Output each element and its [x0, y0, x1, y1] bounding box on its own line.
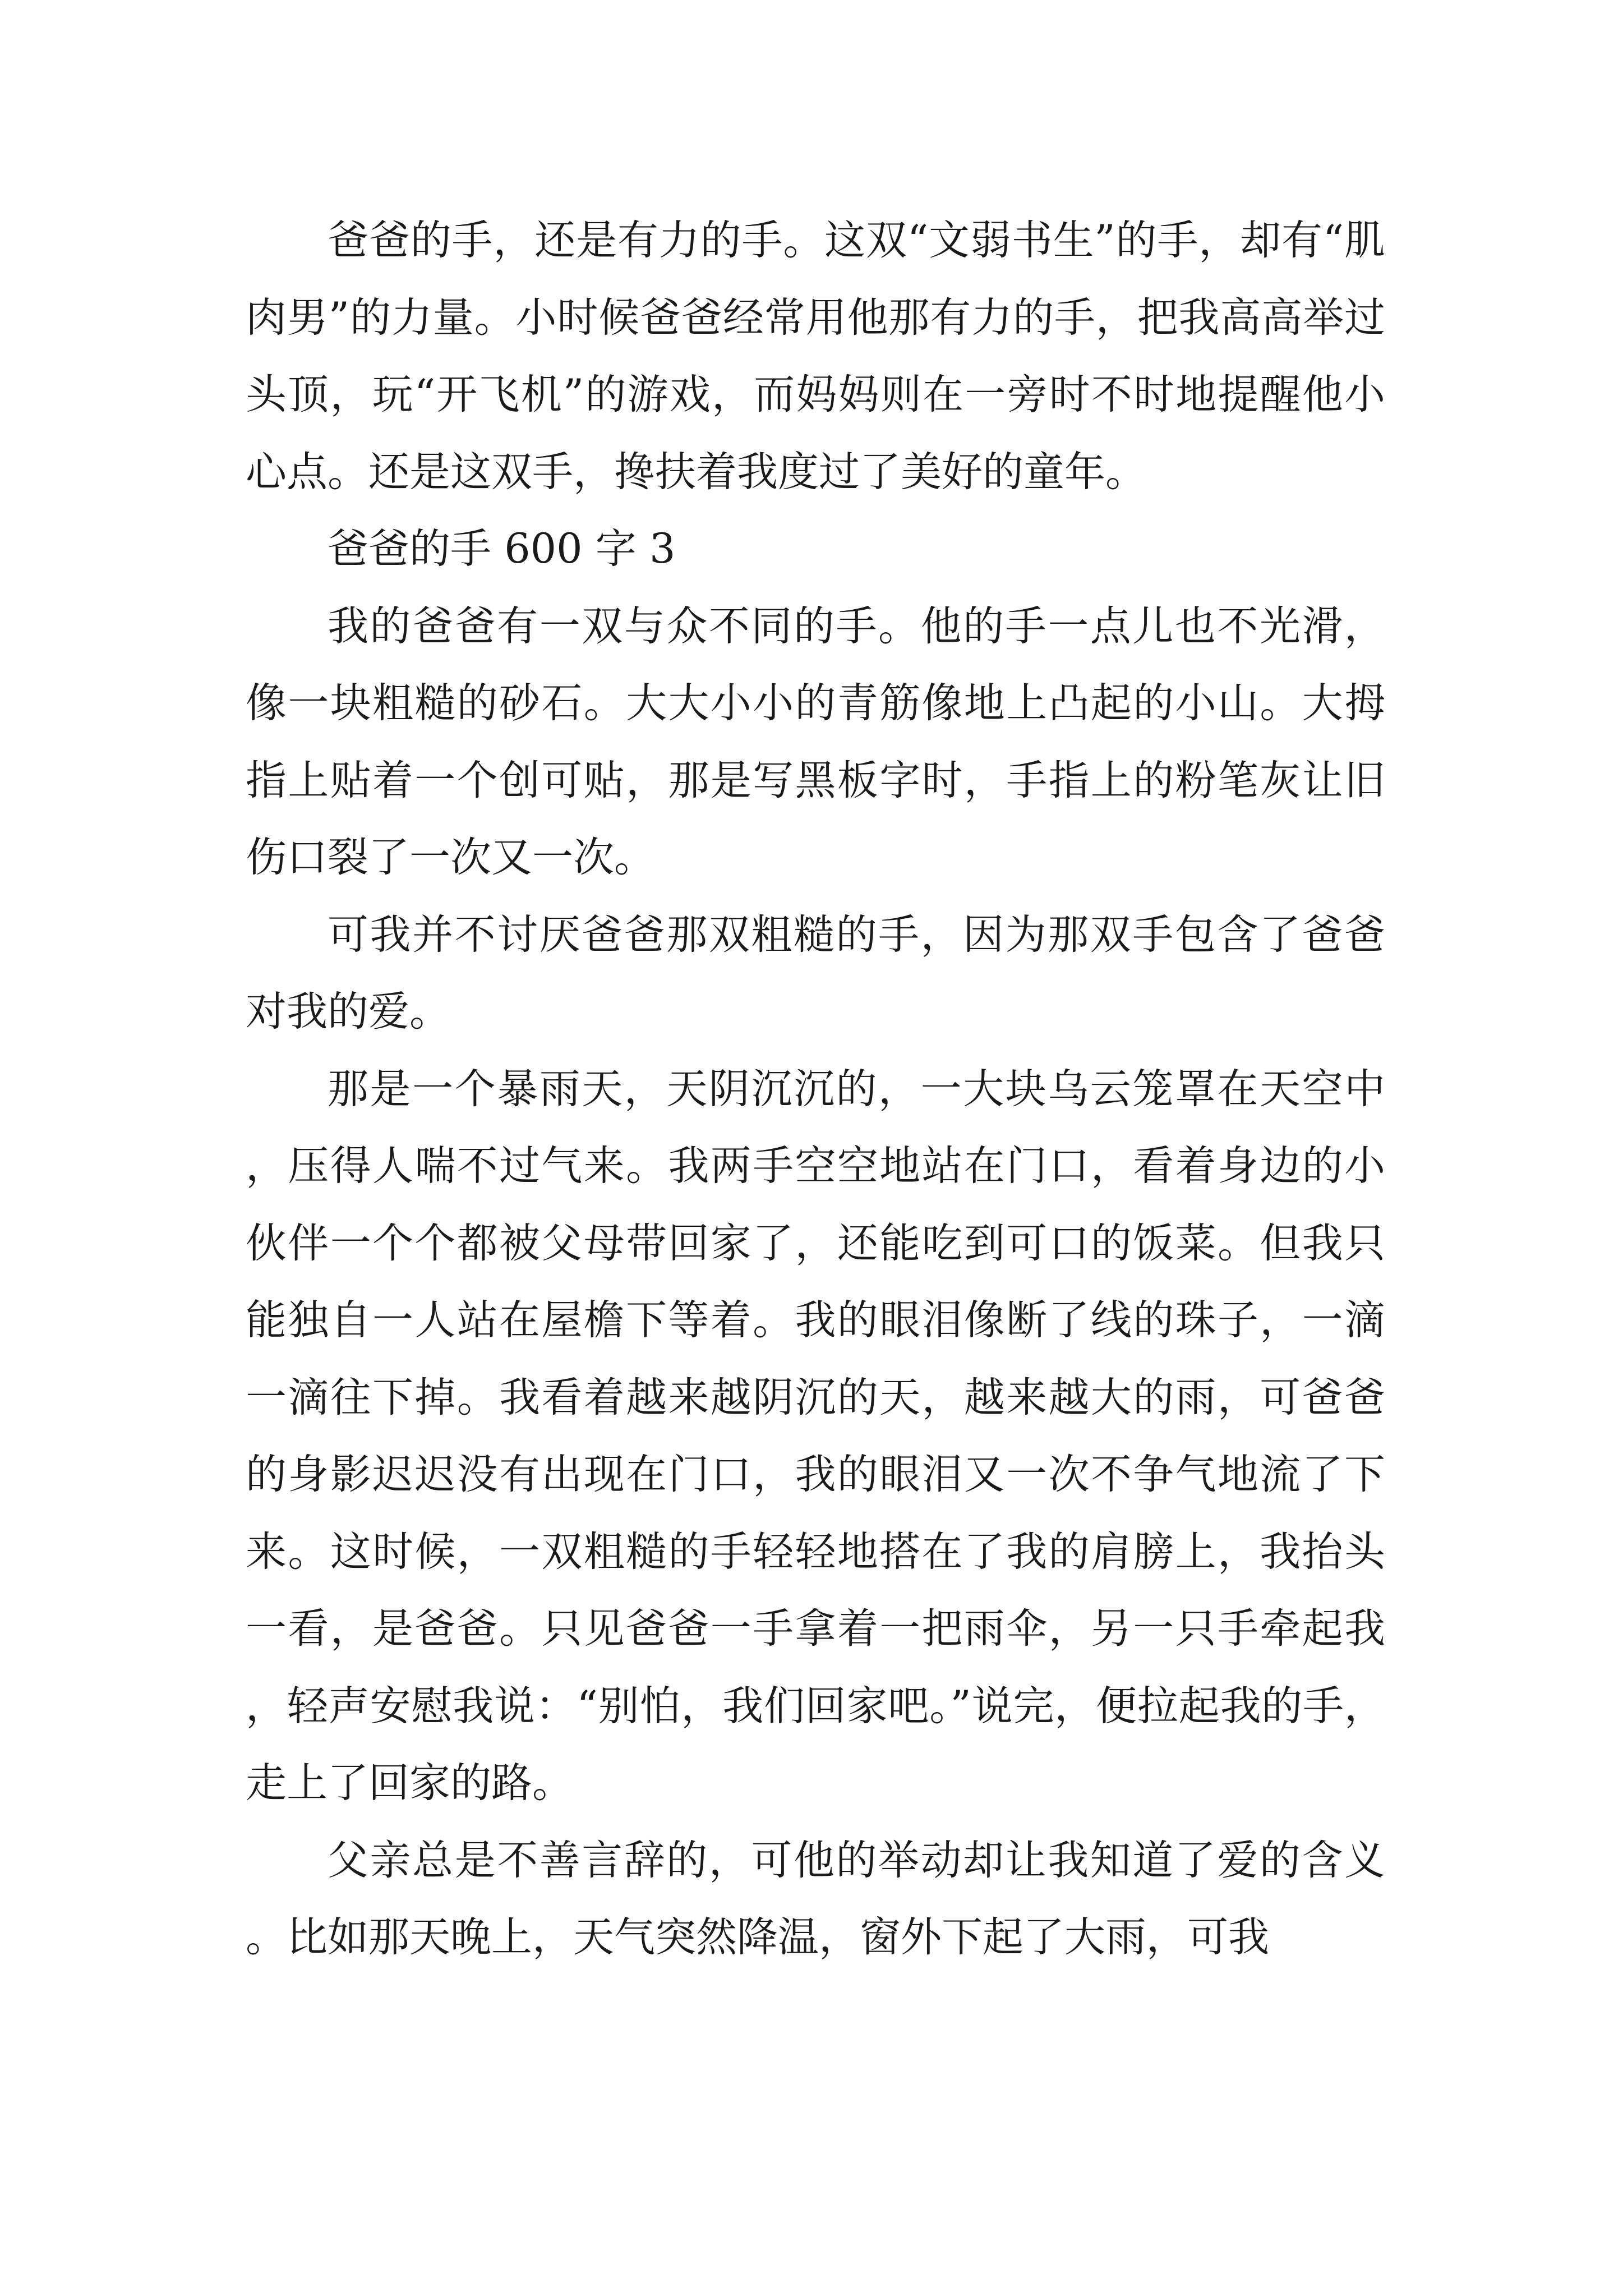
paragraph: 可我并不讨厌爸爸那双粗糙的手，因为那双手包含了爸爸对我的爱。 — [246, 910, 1385, 1036]
document-body — [246, 202, 1385, 1976]
section-heading: 爸爸的手 600 字 3 — [328, 525, 676, 573]
paragraph: 爸爸的手，还是有力的手。这双“文弱书生”的手，却有“肌肉男”的力量。小时候爸爸经常用他那有力的手，把我高高举过头顶，玩“开飞机”的游戏，而妈妈则在一旁时不时地提醒他小心点。还是这双手，搀扶着我度过了美好的童年。 — [246, 217, 1385, 496]
paragraph: 我的爸爸有一双与众不同的手。他的手一点儿也不光滑，像一块粗糙的砂石。大大小小的青筋像地上凸起的小山。大拇指上贴着一个创可贴，那是写黑板字时，手指上的粉笔灰让旧伤口裂了一次又一次。 — [246, 602, 1385, 881]
paragraph: 父亲总是不善言辞的，可他的举动却让我知道了爱的含义。比如那天晚上，天气突然降温，窗外下起了大雨，可我 — [246, 1836, 1385, 1961]
paragraph: 那是一个暴雨天，天阴沉沉的，一大块乌云笼罩在天空中，压得人喘不过气来。我两手空空地站在门口，看着身边的小伙伴一个个都被父母带回家了，还能吃到可口的饭菜。但我只能独自一人站在屋檐下等着。我的眼泪像断了线的珠子，一滴一滴往下掉。我看着越来越阴沉的天，越来越大的雨，可爸爸的身影迟迟没有出现在门口，我的眼泪又一次不争气地流了下来。这时候，一双粗糙的手轻轻地搭在了我的肩膀上，我抬头一看，是爸爸。只见爸爸一手拿着一把雨伞，另一只手牵起我，轻声安慰我说：“别怕，我们回家吧。”说完，便拉起我的手，走上了回家的路。 — [246, 1065, 1385, 1807]
